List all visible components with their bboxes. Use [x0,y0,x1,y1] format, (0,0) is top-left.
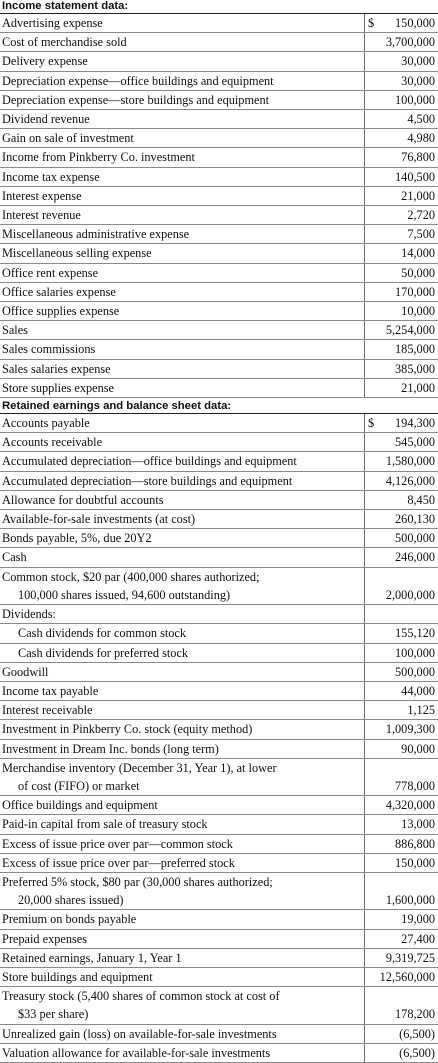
label-line: Treasury stock (5,400 shares of common stock at cost of [2,989,280,1004]
label-line: Store supplies expense [2,380,115,395]
income-row [0,206,438,225]
balance-row-amount [364,796,438,814]
balance-row [0,759,438,796]
amount-value: 4,126,000 [385,473,435,488]
balance-row [0,529,438,548]
balance-row-label [0,644,364,662]
label-line: Advertising expense [2,16,103,30]
label-line: Sales salaries expense [2,361,111,376]
amount-value: 7,500 [407,227,435,242]
balance-row-amount [364,682,438,700]
income-row-amount [364,14,438,32]
amount-value: 1,125 [407,703,435,718]
balance-row-amount [364,548,438,566]
balance-sheet-header: Retained earnings and balance sheet data: [0,400,438,414]
balance-row [0,682,438,701]
label-line: Excess of issue price over par—preferred stock [2,855,235,870]
balance-row-label [0,930,364,948]
label-line: Investment in Dream Inc. bonds (long term) [2,741,219,756]
label-line: Valuation allowance for available-for-sale investments [2,1045,271,1060]
income-row [0,302,438,321]
label-line: Merchandise inventory (December 31, Year 1), at lower [2,760,277,775]
label-line: Sales commissions [2,342,96,357]
income-row [0,264,438,283]
balance-row-amount [364,835,438,853]
balance-row-label [0,568,364,604]
label-line: Cost of merchandise sold [2,35,127,50]
income-row-amount [364,91,438,109]
amount-value: 500,000 [395,531,435,546]
income-row-amount [364,264,438,282]
balance-row-label [0,949,364,967]
balance-row-amount [364,720,438,738]
amount-value: 21,000 [401,380,435,395]
income-row [0,321,438,340]
income-row [0,244,438,263]
label-line: Office rent expense [2,265,99,280]
balance-row [0,720,438,739]
income-row-label [0,187,364,205]
balance-row-amount [364,968,438,986]
income-row-amount [364,110,438,128]
amount-value: 4,500 [407,112,435,127]
income-statement-table [0,14,438,398]
income-row-label [0,244,364,262]
income-row-label [0,129,364,147]
balance-row-amount [364,930,438,948]
amount-value: 100,000 [395,92,435,107]
currency-symbol: $ [368,16,375,30]
income-row-amount [364,129,438,147]
amount-value: 886,800 [395,836,435,851]
label-line: Sales [2,323,28,338]
amount-value: 27,400 [401,931,435,946]
amount-value: 500,000 [395,664,435,679]
label-line: Office supplies expense [2,304,120,319]
label-line-continued: 20,000 shares issued) [18,893,124,908]
income-row-amount [364,187,438,205]
balance-row [0,605,438,624]
amount-value: 90,000 [401,741,435,756]
label-line: Excess of issue price over par—common stock [2,836,233,851]
amount-value: 30,000 [401,73,435,88]
amount-value: 4,980 [407,131,435,146]
income-row-amount [364,379,438,397]
income-row-amount [364,206,438,224]
balance-sheet-table [0,414,438,1063]
amount-value: 246,000 [395,550,435,565]
label-line: Accumulated depreciation—office buildings and equipment [2,454,297,469]
amount-value: (6,500) [399,1045,435,1060]
income-row-label [0,14,364,32]
label-line: Preferred 5% stock, $80 par (30,000 shares authorized; [2,874,273,889]
income-row [0,283,438,302]
balance-row-amount [364,624,438,642]
balance-row-amount [364,452,438,470]
amount-value: 76,800 [401,150,435,165]
income-row-label [0,225,364,243]
label-line: Income from Pinkberry Co. investment [2,150,195,165]
balance-row [0,624,438,643]
income-row-label [0,72,364,90]
balance-row [0,568,438,605]
income-row [0,129,438,148]
currency-symbol: $ [368,416,375,431]
income-row [0,187,438,206]
label-line-continued: of cost (FIFO) or market [18,778,140,793]
amount-value: 10,000 [401,304,435,319]
balance-row-label [0,987,364,1023]
balance-row-label [0,759,364,795]
income-row-label [0,148,364,166]
amount-value: 5,254,000 [385,323,435,338]
label-line: Unrealized gain (loss) on available-for-sale investments [2,1026,277,1041]
label-line: Retained earnings, January 1, Year 1 [2,950,182,965]
label-line-continued: 100,000 shares issued, 94,600 outstanding) [18,587,231,602]
label-line: Office salaries expense [2,284,116,299]
label-line: Depreciation expense—store buildings and equipment [2,92,270,107]
balance-row [0,796,438,815]
balance-row [0,910,438,929]
amount-value: 155,120 [395,626,435,641]
label-line: Interest revenue [2,208,81,223]
income-row-amount [364,244,438,262]
balance-row-amount [364,759,438,795]
balance-row-amount [364,701,438,719]
balance-row-amount [364,414,438,432]
amount-value: 50,000 [401,265,435,280]
amount-value: 21,000 [401,188,435,203]
balance-row-amount [364,873,438,909]
balance-row [0,815,438,834]
balance-row-label [0,682,364,700]
balance-row [0,949,438,968]
income-row-amount [364,225,438,243]
label-line: Income tax expense [2,169,100,184]
amount-value: 2,000,000 [385,587,435,602]
balance-row-label [0,491,364,509]
label-line: Premium on bonds payable [2,912,137,927]
balance-row-amount [364,472,438,490]
amount-value: 9,319,725 [385,950,435,965]
income-row-label [0,33,364,51]
income-row-amount [364,283,438,301]
balance-row [0,644,438,663]
label-line: Income tax payable [2,683,99,698]
label-line: Cash dividends for common stock [18,626,187,641]
label-line: Miscellaneous selling expense [2,246,152,261]
amount-value: 100,000 [395,645,435,660]
income-row [0,168,438,187]
label-line: Cash dividends for preferred stock [18,645,189,660]
balance-row [0,1044,438,1063]
income-row [0,340,438,359]
income-row-label [0,206,364,224]
label-line: Gain on sale of investment [2,131,134,146]
income-row [0,33,438,52]
balance-row-label [0,835,364,853]
income-row-label [0,264,364,282]
balance-row [0,452,438,471]
balance-row-amount [364,433,438,451]
income-row-amount [364,168,438,186]
income-row [0,110,438,129]
balance-row-amount [364,605,438,623]
balance-row-label [0,414,364,432]
income-row-amount [364,340,438,358]
income-row-amount [364,302,438,320]
income-statement-header: Income statement data: [0,0,438,14]
balance-row-label [0,663,364,681]
balance-row-amount [364,1044,438,1062]
label-line: Dividend revenue [2,112,90,127]
amount-value: 150,000 [395,16,435,30]
balance-row-amount [364,644,438,662]
label-line: Interest expense [2,188,82,203]
balance-row [0,472,438,491]
label-line: Office buildings and equipment [2,798,158,813]
amount-value: 178,200 [395,1007,435,1022]
label-line: Delivery expense [2,54,88,69]
balance-row-label [0,815,364,833]
amount-value: 1,009,300 [385,722,435,737]
amount-value: 150,000 [395,855,435,870]
income-row-label [0,360,364,378]
label-line: Dividends: [2,607,56,622]
balance-row-label [0,910,364,928]
label-line: Miscellaneous administrative expense [2,227,190,242]
income-row-label [0,379,364,397]
balance-row-amount [364,510,438,528]
balance-row [0,414,438,433]
amount-value: 1,600,000 [385,893,435,908]
balance-row-amount [364,910,438,928]
balance-row-amount [364,815,438,833]
amount-value: 170,000 [395,284,435,299]
amount-value: 14,000 [401,246,435,261]
balance-row-label [0,720,364,738]
label-line: Investment in Pinkberry Co. stock (equity method) [2,722,253,737]
label-line: Accounts receivable [2,435,103,450]
balance-row [0,701,438,720]
balance-row-amount [364,529,438,547]
balance-row-label [0,605,364,623]
balance-row [0,854,438,873]
income-row-label [0,283,364,301]
balance-row-label [0,1044,364,1062]
income-row-amount [364,72,438,90]
balance-row-label [0,452,364,470]
balance-row [0,740,438,759]
balance-row-label [0,472,364,490]
balance-row-label [0,1025,364,1043]
amount-value: 1,580,000 [385,454,435,469]
balance-row-label [0,968,364,986]
income-row-label [0,91,364,109]
amount-value: (6,500) [399,1026,435,1041]
amount-value: 3,700,000 [385,35,435,50]
amount-value: 30,000 [401,54,435,69]
balance-row-label [0,510,364,528]
label-line: Accounts payable [2,416,90,431]
amount-value: 140,500 [395,169,435,184]
label-line: Common stock, $20 par (400,000 shares authorized; [2,569,260,584]
income-row [0,225,438,244]
balance-row-label [0,701,364,719]
balance-row-amount [364,740,438,758]
income-row-amount [364,148,438,166]
amount-value: 19,000 [401,912,435,927]
income-row-amount [364,321,438,339]
label-line: Accumulated depreciation—store buildings and equipment [2,473,293,488]
label-line: Cash [2,550,27,565]
income-row-amount [364,52,438,70]
balance-row [0,835,438,854]
income-row-amount [364,33,438,51]
income-row [0,52,438,71]
amount-value: 194,300 [395,416,435,431]
balance-row-amount [364,663,438,681]
income-row-label [0,321,364,339]
amount-value: 185,000 [395,342,435,357]
label-line: Bonds payable, 5%, due 20Y2 [2,531,152,546]
balance-row [0,433,438,452]
label-line: Prepaid expenses [2,931,88,946]
income-row-amount [364,360,438,378]
balance-row [0,510,438,529]
balance-row-label [0,529,364,547]
label-line: Paid-in capital from sale of treasury stock [2,817,208,832]
income-row-label [0,302,364,320]
amount-value: 13,000 [401,817,435,832]
income-row [0,379,438,398]
income-row-label [0,110,364,128]
balance-row-label [0,740,364,758]
income-row [0,360,438,379]
balance-row [0,873,438,910]
balance-row-amount [364,854,438,872]
amount-value: 44,000 [401,683,435,698]
balance-row [0,968,438,987]
amount-value: 385,000 [395,361,435,376]
amount-value: 260,130 [395,512,435,527]
balance-row [0,663,438,682]
balance-row [0,491,438,510]
label-line: Depreciation expense—office buildings and equipment [2,73,274,88]
balance-row [0,930,438,949]
balance-row [0,548,438,567]
amount-value: 545,000 [395,435,435,450]
label-line: Goodwill [2,664,49,679]
income-row-label [0,340,364,358]
balance-row-label [0,873,364,909]
label-line: Interest receivable [2,703,93,718]
amount-value: 8,450 [407,492,435,507]
label-line: Allowance for doubtful accounts [2,492,164,507]
amount-value: 2,720 [407,208,435,223]
label-line-continued: $33 per share) [18,1007,89,1022]
income-row-label [0,168,364,186]
balance-row-label [0,854,364,872]
income-row [0,14,438,33]
balance-row-amount [364,949,438,967]
label-line: Available-for-sale investments (at cost) [2,512,196,527]
balance-row-label [0,548,364,566]
balance-row-amount [364,491,438,509]
balance-row [0,987,438,1024]
income-row [0,148,438,167]
balance-row-amount [364,1025,438,1043]
income-row-label [0,52,364,70]
income-row [0,91,438,110]
amount-value: 4,320,000 [385,798,435,813]
balance-row-amount [364,987,438,1023]
balance-row-label [0,796,364,814]
income-row [0,72,438,91]
balance-row [0,1025,438,1044]
balance-row-label [0,433,364,451]
balance-row-label [0,624,364,642]
balance-row-amount [364,568,438,604]
label-line: Store buildings and equipment [2,969,153,984]
amount-value: 12,560,000 [379,969,435,984]
amount-value: 778,000 [395,778,435,793]
